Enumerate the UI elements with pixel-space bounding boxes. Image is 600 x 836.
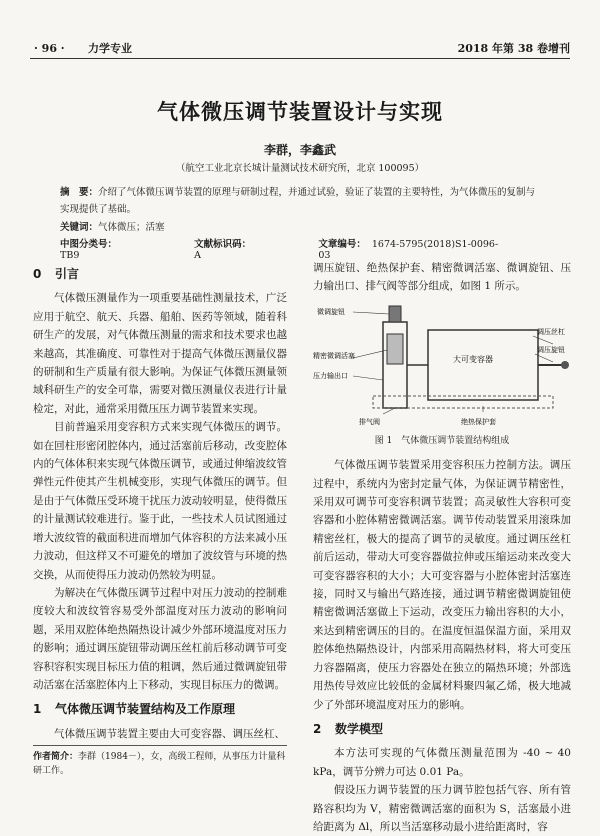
doc-label: 文献标识码： (194, 239, 252, 250)
abstract (60, 184, 540, 218)
affiliation: （航空工业北京长城计量测试技术研究所，北京 100095） (175, 163, 425, 174)
keywords (60, 219, 165, 233)
label-screw: 调压丝杠 (537, 327, 565, 336)
label-insulation: 绝热保护套 (461, 417, 496, 426)
article-value: 1674-5795(2018)S1-0096-03 (318, 239, 499, 261)
abstract-text: 介绍了气体微压调节装置的原理与研制过程，并通过试验，验证了装置的主要特性，为气体微压的复制与实现提供了基础。 (60, 187, 536, 215)
authors: 李群，李鑫武 (263, 143, 336, 157)
paper-title: 气体微压调节装置设计与实现 (157, 99, 443, 124)
intro-paragraph-2: 目前普遍采用变容积方式来实现气体微压的调节。如在回柱形密闭腔体内，通过活塞前后移动，改变腔体内的气体体积来实现气体微压调节，或通过伸缩波纹管弹性元件使其产生机械变形，实现气体微压的调节。但是由于气体微压受环境干扰压力波动较明显，使得微压的计量测试较难进行。鉴于此，一些技术人员试图通过增大波纹管的截面积进而增加气体容积的方法来减小压力波动，但这样又不可避免的增加了波纹管与环境的热交换，从而使得压力波动仍然较为明显。 (33, 421, 287, 581)
figure-1 (313, 300, 571, 430)
section-heading-intro: 0 引言 (33, 267, 80, 281)
label-big-container: 大可变容器 (453, 354, 493, 364)
label-exhaust: 排气阀 (359, 417, 380, 426)
right-paragraph-0: 调压旋钮、绝热保护套、精密微调活塞、微调旋钮、压力输出口、排气阀等部分组成，如图 1 所示。 (313, 262, 571, 293)
right-paragraph-1: 气体微压调节装置采用变容积压力控制方法。调压过程中，系统内为密封定量气体，为保证调节精密性，采用双可调节可变容积调节装置；高灵敏性大容积可变容器和小腔体精密微调活塞。调节传动装置采用滚珠加精密丝杠，极大的提高了调节的灵敏度。通过调压丝杠前后运动，带动大可变容器做拉伸或压缩运动来改变大可变容器容积的大小；大可变容器与小腔体密封活塞连接，同时又与输出气路连接，通过调节精密微调旋钮使精密微调活塞做上下运动，改变压力输出容积的大小，来达到精密调压的目的。在温度恒温保温方面，采用双腔体绝热隔热设计，内部采用高隔热材料，将大可变压力容器隔离，使压力容器处在独立的隔热环境；外部选用热传导效应比较低的金属材料聚四氟乙烯，极大地减少了外部环境温度对压力的影响。 (313, 459, 571, 711)
footnote-text: 李群（1984－），女，高级工程师，从事压力计量科研工作。 (33, 752, 286, 776)
doc-value: A (194, 250, 202, 261)
right-column (313, 259, 571, 836)
label-fine-knob: 微调旋钮 (317, 307, 345, 316)
clc-label: 中图分类号： (60, 239, 118, 250)
intro-paragraph-1: 气体微压测量作为一项重要基础性测量技术，广泛应用于航空、航天、兵器、船舶、医药等领域，随着科研生产的发展，对气体微压测量的需求和技术要求也越来越高，其准确度、可靠性对于提高气体微压测量仪器的研制和生产质量有很大影响。为保证气体微压测量领域科研生产的安全可靠，需要对微压测量仪表进行计量检定，对此，通常采用微压压力调节装置来实现。 (33, 292, 287, 415)
figure-1-caption: 图 1 气体微压调节装置结构组成 (374, 435, 510, 446)
footnote-label: 作者简介： (33, 752, 79, 762)
label-outlet: 压力输出口 (313, 371, 348, 380)
article-label: 文章编号： (318, 239, 366, 250)
page-header (34, 40, 570, 56)
device-diagram (313, 300, 571, 430)
keywords-label: 关键词： (60, 222, 99, 233)
page-number: · 96 · (34, 41, 65, 55)
header-rule (30, 58, 570, 59)
keywords-text: 气体微压；活塞 (98, 222, 165, 233)
intro-paragraph-3: 为解决在气体微压调节过程中对压力波动的控制难度较大和波纹管容易受外部温度对压力波动的影响问题，采用双腔体绝热隔热设计减少外部环境温度对压力的影响；通过调压旋钮带动调压丝杠前后移动调节可变容积容积实现目标压力值的粗调，然后通过微调旋钮带动活塞在活塞腔体内上下移动，实现目标压力的微调。 (33, 586, 287, 691)
article-meta (60, 236, 540, 261)
abstract-label: 摘 要： (60, 187, 99, 198)
section1-paragraph: 气体微压调节装置主要由大可变容器、调压丝杠、 (54, 727, 285, 740)
section-heading-1: 1 气体微压调节装置结构及工作原理 (33, 702, 236, 717)
section-heading-2: 2 数学模型 (313, 721, 384, 736)
clc-value: TB9 (60, 250, 80, 261)
label-fine-piston: 精密微调活塞 (313, 351, 355, 360)
section2-paragraph-1: 本方法可实现的气体微压测量范围为 -40 ~ 40 kPa，调节分辨力可达 0.01 Pa。 (313, 747, 571, 778)
section2-paragraph-2: 假设压力调节装置的压力调节腔包括气容、所有管路容积均为 V，精密微调活塞的面积为 S，活塞最小进给距离为 Δl，所以当活塞移动最小进给距离时，容 (313, 784, 571, 833)
label-knob: 调压旋钮 (537, 345, 565, 354)
left-column (33, 259, 287, 743)
author-footnote (33, 745, 287, 778)
journal-volume: 2018 年第 38 卷增刊 (457, 42, 570, 55)
journal-section: 力学专业 (88, 42, 132, 55)
